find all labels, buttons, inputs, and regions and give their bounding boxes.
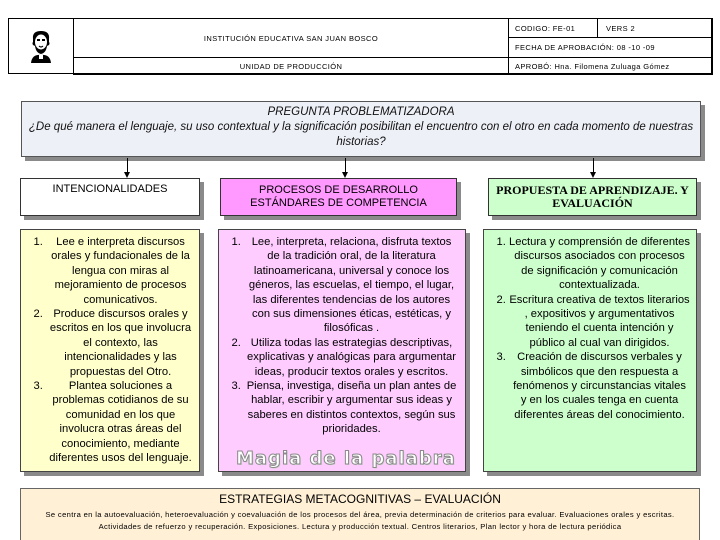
column-processes — [218, 229, 466, 472]
unit-name: UNIDAD DE PRODUCCIÓN — [73, 57, 509, 75]
institution-name: INSTITUCIÓN EDUCATIVA SAN JUAN BOSCO — [73, 18, 509, 58]
wordart-title: Magia de la palabra — [236, 448, 456, 469]
strategies-title: ESTRATEGIAS METACOGNITIVAS – EVALUACIÓN — [219, 492, 501, 506]
intentions-list — [21, 235, 199, 466]
document-header — [8, 18, 712, 74]
strategies-box — [20, 488, 700, 540]
arrow-down-icon — [127, 158, 128, 173]
document-code: CODIGO: FE-01 — [508, 18, 598, 38]
question-title: PREGUNTA PROBLEMATIZADORA — [267, 106, 455, 118]
column-heading-intentions: INTENCIONALIDADES — [20, 178, 200, 216]
strategies-text: Se centra en la autoevaluación, heteroevaluación y coevaluación de los procesos del área, previa determinación de criterios para evaluar. Evaluaciones orales y escritas. Actividades de refuerzo y recuperación. Exposiciones. Lectura y producción textual. Centros literarios, Plan lector y hora de lectura periódica — [45, 510, 675, 531]
approval-date: FECHA DE APROBACIÓN: 08 -10 -09 — [508, 37, 713, 58]
list-item: 1. Lee e interpreta discursos orales y fundacionales de la lengua con miras al mejoramiento de procesos comunicativos. — [46, 235, 195, 307]
list-item: 2. Utiliza todas las estrategias descriptivas, explicativas y analógicas para argumentar ideas, producir textos orales y escritos. — [244, 336, 459, 379]
column-heading-processes: PROCESOS DE DESARROLLO ESTÁNDARES DE COMPETENCIA — [220, 178, 457, 216]
arrow-down-icon — [593, 158, 594, 173]
column-heading-proposal: PROPUESTA DE APRENDIZAJE. Y EVALUACIÓN — [488, 178, 697, 216]
column-proposal — [483, 229, 697, 472]
question-text: ¿De qué manera el lenguaje, su uso contextual y la significación posibilitan el encuentro con el otro en cada momento de nuestras historias? — [28, 121, 694, 148]
document-version: VERS 2 — [597, 18, 713, 38]
saint-portrait-icon — [28, 29, 54, 63]
list-item: 3. Plantea soluciones a problemas cotidianos de su comunidad en los que involucra otras áreas del conocimiento, mediante diferentes usos del lenguaje. — [46, 379, 195, 465]
list-item: 2. Escritura creativa de textos literarios , expositivos y argumentativos teniendo el cuenta intención y público al cual van dirigidos. — [509, 293, 690, 351]
processes-list — [219, 235, 465, 437]
proposal-list — [484, 235, 696, 422]
list-item: 3. Creación de discursos verbales y simbólicos que den respuesta a fenómenos y circunstancias vitales y en los cuales tenga en cuenta diferentes áreas del conocimiento. — [509, 350, 690, 422]
column-intentions — [20, 229, 200, 472]
list-item: 3. Piensa, investiga, diseña un plan antes de hablar, escribir y argumentar sus ideas y saberes en distintos contextos, según sus prioridades. — [244, 379, 459, 437]
approved-by: APROBÓ: Hna. Filomena Zuluaga Gómez — [508, 57, 713, 75]
list-item: 2. Produce discursos orales y escritos en los que involucra el contexto, las intencionalidades y las propuestas del Otro. — [46, 307, 195, 379]
list-item: 1. Lee, interpreta, relaciona, disfruta textos de la tradición oral, de la literatura latinoamericana, universal y conoce los géneros, las escuelas, el tiempo, el lugar, las diferentes tendencias de los autores con sus dimensiones éticas, estéticas, y filosóficas . — [244, 235, 459, 336]
list-item: 1. Lectura y comprensión de diferentes discursos asociados con procesos de significación y comunicación contextualizada. — [509, 235, 690, 293]
arrow-down-icon — [345, 158, 346, 173]
logo-cell — [8, 18, 74, 74]
problem-question-box — [21, 101, 701, 157]
